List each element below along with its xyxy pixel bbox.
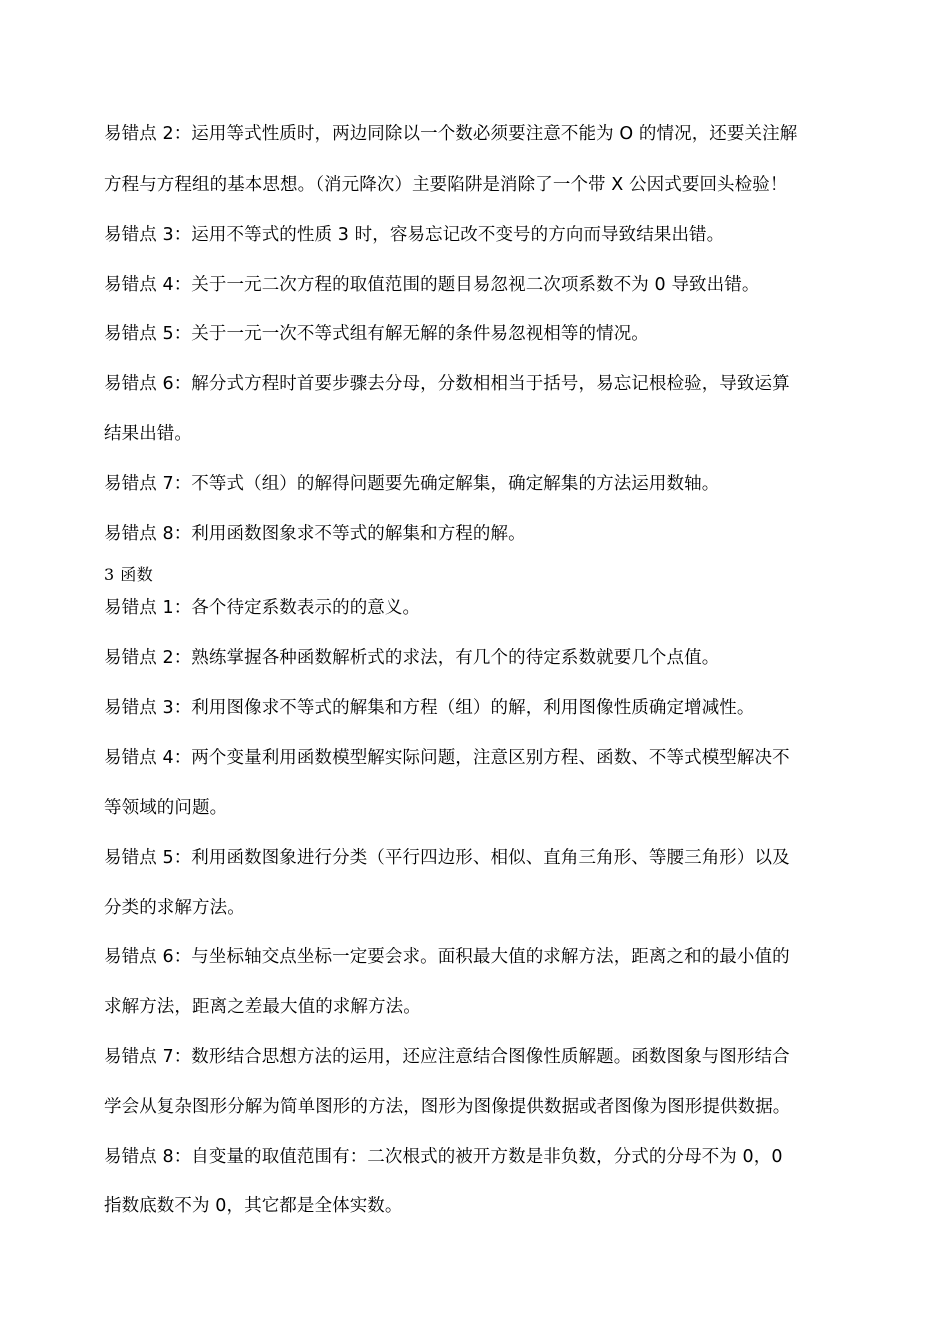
text-line-6-1: 易错点 6：解分式方程时首要步骤去分母，分数相相当于括号，易忘记根检验，导致运算 (104, 374, 790, 394)
section-heading: 3 函数 (104, 565, 154, 584)
text-line-2-1: 易错点 2：运用等式性质时，两边同除以一个数必须要注意不能为 O 的情况，还要关注解 (104, 124, 798, 144)
function-line-5-2: 分类的求解方法。 (104, 898, 245, 918)
text-line-2-2: 方程与方程组的基本思想。（消元降次）主要陷阱是消除了一个带 X 公因式要回头检验！ (104, 175, 788, 195)
text-line-7: 易错点 7：不等式（组）的解得问题要先确定解集，确定解集的方法运用数轴。 (104, 474, 720, 494)
function-line-7-2: 学会从复杂图形分解为简单图形的方法，图形为图像提供数据或者图像为图形提供数据。 (104, 1097, 791, 1117)
function-line-8-1: 易错点 8：自变量的取值范围有：二次根式的被开方数是非负数，分式的分母不为 0，0 (104, 1147, 783, 1167)
function-line-3: 易错点 3：利用图像求不等式的解集和方程（组）的解，利用图像性质确定增减性。 (104, 698, 755, 718)
function-line-4-1: 易错点 4：两个变量利用函数模型解实际问题，注意区别方程、函数、不等式模型解决不 (104, 748, 790, 768)
text-line-3: 易错点 3：运用不等式的性质 3 时，容易忘记改不变号的方向而导致结果出错。 (104, 225, 725, 245)
text-line-5: 易错点 5：关于一元一次不等式组有解无解的条件易忽视相等的情况。 (104, 324, 649, 344)
text-line-6-2: 结果出错。 (104, 424, 192, 444)
function-line-8-2: 指数底数不为 0，其它都是全体实数。 (104, 1196, 403, 1216)
function-line-4-2: 等领域的问题。 (104, 798, 228, 818)
function-line-6-1: 易错点 6：与坐标轴交点坐标一定要会求。面积最大值的求解方法，距离之和的最小值的 (104, 947, 790, 967)
function-line-5-1: 易错点 5：利用函数图象进行分类（平行四边形、相似、直角三角形、等腰三角形）以及 (104, 848, 790, 868)
text-line-8: 易错点 8：利用函数图象求不等式的解集和方程的解。 (104, 524, 526, 544)
text-line-4: 易错点 4：关于一元二次方程的取值范围的题目易忽视二次项系数不为 0 导致出错。 (104, 275, 760, 295)
function-line-2: 易错点 2：熟练掌握各种函数解析式的求法，有几个的待定系数就要几个点值。 (104, 648, 720, 668)
function-line-1: 易错点 1：各个待定系数表示的的意义。 (104, 598, 421, 618)
function-line-6-2: 求解方法，距离之差最大值的求解方法。 (104, 997, 421, 1017)
function-line-7-1: 易错点 7：数形结合思想方法的运用，还应注意结合图像性质解题。函数图象与图形结合 (104, 1047, 790, 1067)
